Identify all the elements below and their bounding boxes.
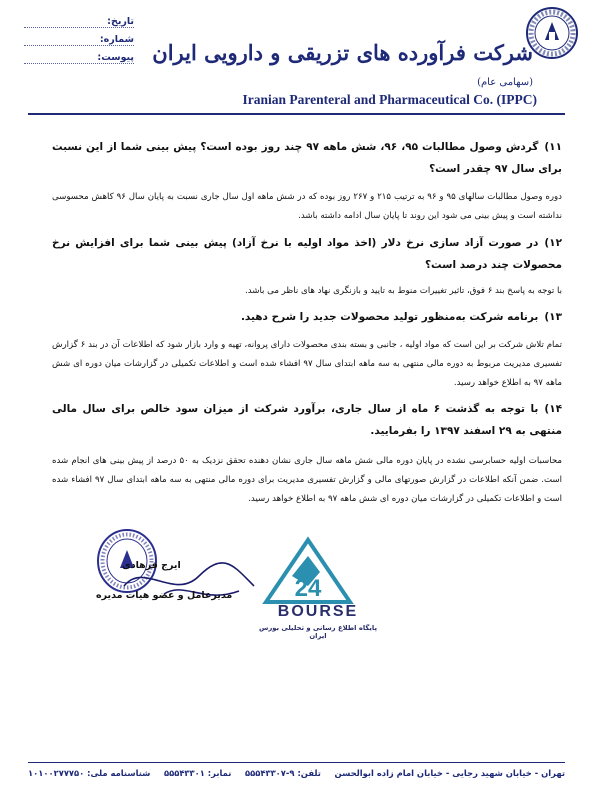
meta-date-label: تاریخ: xyxy=(107,16,134,27)
item-answer: با توجه به پاسخ بند ۶ فوق، تاثیر تغییرات منوط به تایید و بازنگری نهاد های ناظر می باشد. xyxy=(245,286,562,296)
item-number: ۱۲) xyxy=(544,237,562,249)
company-name-fa-text: شرکت فرآورده های تزریقی و دارویی ایران xyxy=(152,40,533,65)
bourse-wordmark: BOURSE xyxy=(277,603,359,620)
item-answer: دوره وصول مطالبات سالهای ۹۵ و ۹۶ به ترتیب ۲۱۵ و ۲۶۷ روز بوده که در شش ماهه اول سال جاری نسبت به پایان سال ۹۶ کاهش محسوسی نداشته است و پیش بینی می شود این روند تا پایان سال ادامه داشته باشد. xyxy=(52,192,563,221)
signatory-name: ایرج فرهادی xyxy=(122,560,181,571)
item-question-text: با توجه به گذشت ۶ ماه از سال جاری، برآورد شرکت از میزان سود خالص برای سال مالی منتهی به ۲۹ اسفند ۱۳۹۷ را بفرمایید. xyxy=(52,403,562,437)
item-question-text: در صورت آزاد سازی نرخ دلار (اخذ مواد اولیه با نرخ آزاد) پیش بینی شما برای افزایش نرخ محصولات چند درصد است؟ xyxy=(52,237,562,271)
item-answer: محاسبات اولیه حسابرسی نشده در پایان دوره مالی شش ماهه سال جاری نشان دهنده تحقق نزدیک به ۵۰ درصد از پیش بینی های انجام شده است. ضمن آنکه اطلاعات در گزارش صورتهای مالی و گزارش تفسیری مدیریت برای دوره مالی منتهی به سه ماهه ابتدای سال ۹۷ افشاء شده است و اطلاعات تکمیلی در گزارشات میان دوره ای شش ماهه ۹۷ به اطلاع خواهد رسید. xyxy=(52,456,563,504)
item-11 xyxy=(52,136,562,226)
signatory-title: مدیرعامل و عضو هیات مدیره xyxy=(96,590,233,601)
meta-attachment-label: پیوست: xyxy=(97,52,134,63)
letter-footer xyxy=(28,768,565,778)
company-name-en: Iranian Parenteral and Pharmaceutical Co. (IPPC) xyxy=(242,92,537,107)
item-14 xyxy=(52,398,562,509)
footer-national-id: شناسنامه ملی: ۱۰۱۰۰۲۷۷۷۵۰ xyxy=(28,768,151,778)
item-number: ۱۴) xyxy=(544,403,563,415)
item-question-text: برنامه شرکت به‌منظور تولید محصولات جدید را شرح دهید. xyxy=(240,311,539,323)
item-question xyxy=(52,136,562,180)
company-type: (سهامی عام) xyxy=(477,77,533,88)
footer-divider xyxy=(28,762,565,763)
footer-address: تهران - خیابان شهید رجایی - خیابان امام زاده ابوالحسن xyxy=(334,768,565,778)
item-question xyxy=(52,306,562,328)
company-seal-logo xyxy=(525,6,579,60)
item-12 xyxy=(52,232,562,301)
item-number: ۱۳) xyxy=(544,311,562,323)
meta-date-row xyxy=(24,12,134,28)
header-divider xyxy=(28,113,565,115)
footer-fax: نمابر: ۵۵۵۴۳۳۰۱ xyxy=(163,768,232,778)
meta-number-label: شماره: xyxy=(99,34,134,45)
item-answer: تمام تلاش شرکت بر این است که مواد اولیه ، جانبی و بسته بندی محصولات دارای پروانه، تهیه و وارد بازار شود که اطلاعات آن در بند ۶ گزارش تفسیری مدیریت مربوط به دوره مالی منتهی به سه ماهه ابتدای سال ۹۷ افشاء شده است و اطلاعات تکمیلی در گزارشات میان دوره ای شش ماهه ۹۷ به اطلاع خواهد رسید. xyxy=(52,340,563,388)
item-13 xyxy=(52,306,562,393)
item-number: ۱۱) xyxy=(544,141,562,153)
item-question xyxy=(52,398,562,442)
footer-phone: تلفن: ۹-۵۵۵۴۳۳۰۷ xyxy=(245,768,321,778)
item-question xyxy=(52,232,562,276)
bourse-tagline: پایگاه اطلاع رسانی و تحلیلی بورس ایران xyxy=(258,624,378,640)
svg-text:24: 24 xyxy=(294,575,322,602)
company-name-fa xyxy=(113,40,533,90)
item-question-text: گردش وصول مطالبات ۹۵، ۹۶، شش ماهه ۹۷ چند روز بوده است؟ پیش بینی شما از این نسبت برای سال ۹۷ چقدر است؟ xyxy=(52,141,562,175)
